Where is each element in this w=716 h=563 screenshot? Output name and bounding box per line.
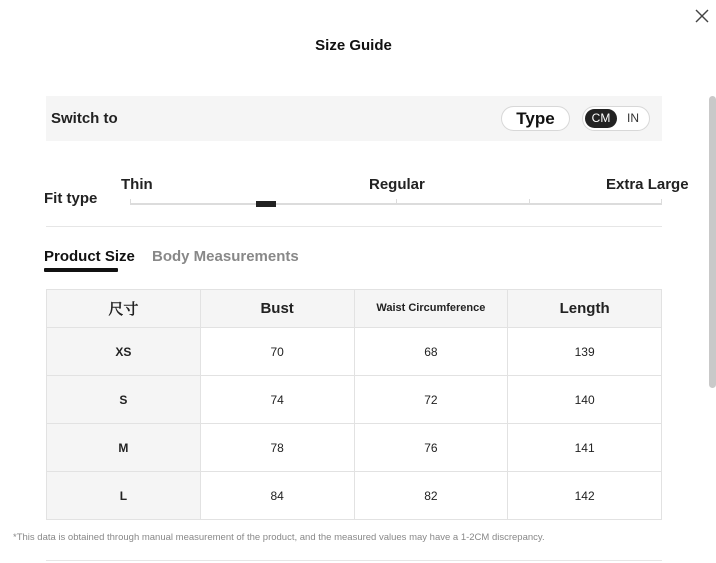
table-row	[47, 376, 662, 424]
table-header-waist: Waist Circumference	[354, 290, 508, 328]
bust-cell: 84	[200, 472, 354, 520]
table-header-size: 尺寸	[47, 290, 201, 328]
size-cell: S	[47, 376, 201, 424]
waist-cell: 76	[354, 424, 508, 472]
waist-cell: 82	[354, 472, 508, 520]
fit-scale-tick	[130, 199, 131, 205]
active-tab-underline	[44, 268, 118, 272]
length-cell: 139	[508, 328, 662, 376]
size-cell: L	[47, 472, 201, 520]
fit-option-regular: Regular	[369, 176, 425, 193]
waist-cell: 68	[354, 328, 508, 376]
fit-option-extra-large: Extra Large	[606, 176, 689, 193]
table-row	[47, 328, 662, 376]
table-row	[47, 472, 662, 520]
tab-body-measurements[interactable]: Body Measurements	[152, 248, 299, 265]
fit-type-label: Fit type	[44, 190, 98, 207]
table-row	[47, 424, 662, 472]
unit-toggle[interactable]	[582, 106, 650, 131]
fit-scale-marker	[256, 201, 276, 207]
close-button[interactable]	[692, 6, 712, 26]
length-cell: 142	[508, 472, 662, 520]
size-cell: M	[47, 424, 201, 472]
fit-scale-tick	[529, 199, 530, 205]
section-divider	[46, 226, 662, 227]
size-table	[46, 289, 662, 520]
table-header-bust: Bust	[200, 290, 354, 328]
measurement-footnote: *This data is obtained through manual measurement of the product, and the measured values may have a 1-2CM discrepancy.	[13, 532, 545, 543]
dialog-title: Size Guide	[315, 37, 392, 54]
scrollbar-thumb[interactable]	[709, 96, 716, 388]
table-header-length: Length	[508, 290, 662, 328]
bust-cell: 70	[200, 328, 354, 376]
switch-bar	[46, 96, 662, 141]
bottom-divider	[46, 560, 662, 561]
close-icon	[692, 6, 712, 26]
tab-product-size[interactable]: Product Size	[44, 248, 135, 265]
length-cell: 140	[508, 376, 662, 424]
unit-in-option[interactable]: IN	[627, 111, 639, 125]
size-cell: XS	[47, 328, 201, 376]
unit-cm-option[interactable]: CM	[585, 109, 617, 128]
table-header-row	[47, 290, 662, 328]
fit-scale-tick	[661, 199, 662, 205]
length-cell: 141	[508, 424, 662, 472]
bust-cell: 74	[200, 376, 354, 424]
waist-cell: 72	[354, 376, 508, 424]
fit-option-thin: Thin	[121, 176, 153, 193]
type-button[interactable]: Type	[501, 106, 570, 131]
bust-cell: 78	[200, 424, 354, 472]
fit-scale-tick	[396, 199, 397, 205]
switch-to-label: Switch to	[51, 110, 118, 127]
